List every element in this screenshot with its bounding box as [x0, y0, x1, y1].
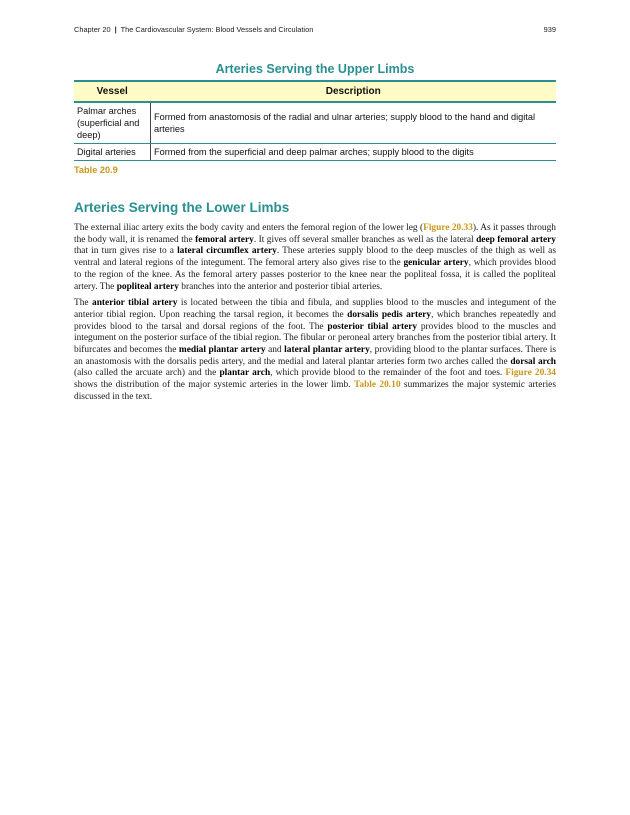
term-dorsalis-pedis-artery: dorsalis pedis artery [347, 309, 432, 320]
term-plantar-arch: plantar arch [219, 368, 271, 379]
term-lateral-plantar-artery: lateral plantar artery [284, 345, 370, 356]
table-cell-vessel: Digital arteries [74, 144, 151, 161]
arteries-table [74, 80, 556, 161]
table-title: Arteries Serving the Upper Limbs [215, 62, 415, 76]
term-lateral-circumflex-artery: lateral circumflex artery [177, 246, 277, 257]
table-cell-description: Formed from the superficial and deep palmar arches; supply blood to the digits [151, 144, 557, 161]
column-header-description: Description [151, 81, 557, 102]
table-header-row [74, 81, 556, 102]
term-medial-plantar-artery: medial plantar artery [178, 345, 266, 356]
term-anterior-tibial-artery: anterior tibial artery [92, 298, 178, 309]
table-20-10-link[interactable]: Table 20.10 [353, 380, 401, 391]
section-heading: Arteries Serving the Lower Limbs [74, 200, 290, 215]
term-posterior-tibial-artery: posterior tibial artery [327, 321, 418, 332]
term-deep-femoral-artery: deep femoral artery [476, 234, 556, 245]
column-header-vessel: Vessel [74, 81, 151, 102]
page-number: 939 [543, 25, 556, 34]
term-femoral-artery: femoral artery [195, 234, 254, 245]
table-caption: Table 20.9 [74, 165, 118, 175]
table-cell-description: Formed from anastomosis of the radial and ulnar arteries; supply blood to the hand and digital arteries [151, 102, 557, 144]
figure-20-34-link[interactable]: Figure 20.34 [505, 368, 556, 379]
paragraph-2: The anterior tibial artery is located between the tibia and fibula, and supplies blood to the muscles and integument of the anterior tibial region. Upon reaching the tarsal region, it becomes the dorsalis pedis artery, which branches repeatedly and provides blood to the tarsal and dorsal regions of the foot. The posterior tibial artery provides blood to the muscles and integument on the posterior surface of the tibial region. The fibular or peroneal artery branches from the posterior tibial artery. It bifurcates and becomes the medial plantar artery and lateral plantar artery, providing blood to the plantar surfaces. There is an anastomosis with the dorsalis pedis artery, and the medial and lateral plantar arteries form two arches called the dorsal arch (also called the arcuate arch) and the plantar arch, which provide blood to the remainder of the foot and toes. Figure 20.34 shows the distribution of the major systemic arteries in the lower limb. Table 20.10 summarizes the major systemic arteries discussed in the text. [74, 298, 557, 402]
figure-20-33-link[interactable]: Figure 20.33 [423, 223, 473, 233]
running-header [74, 25, 556, 34]
chapter-title: Chapter 20 | The Cardiovascular System: Blood Vessels and Circulation [74, 25, 314, 34]
term-dorsal-arch: dorsal arch [510, 356, 556, 367]
term-popliteal-artery: popliteal artery [116, 281, 179, 292]
table-row [74, 144, 556, 161]
table-row [74, 102, 556, 144]
paragraph-1: The external iliac artery exits the body cavity and enters the femoral region of the lower leg (Figure 20.33). As it passes through the body wall, it is renamed the femoral artery. It gives off several smaller branches as well as the lateral deep femoral artery that in turn gives rise to a lateral circumflex artery. These arteries supply blood to the deep muscles of the thigh as well as ventral and lateral regions of the integument. The femoral artery also gives rise to the genicular artery, which provides blood to the region of the knee. As the femoral artery passes posterior to the knee near the popliteal fossa, it is called the popliteal artery. The popliteal artery branches into the anterior and posterior tibial arteries. [74, 223, 556, 292]
table-cell-vessel: Palmar arches (superficial and deep) [74, 102, 151, 144]
term-genicular-artery: genicular artery [403, 258, 469, 269]
body-text [74, 223, 556, 409]
